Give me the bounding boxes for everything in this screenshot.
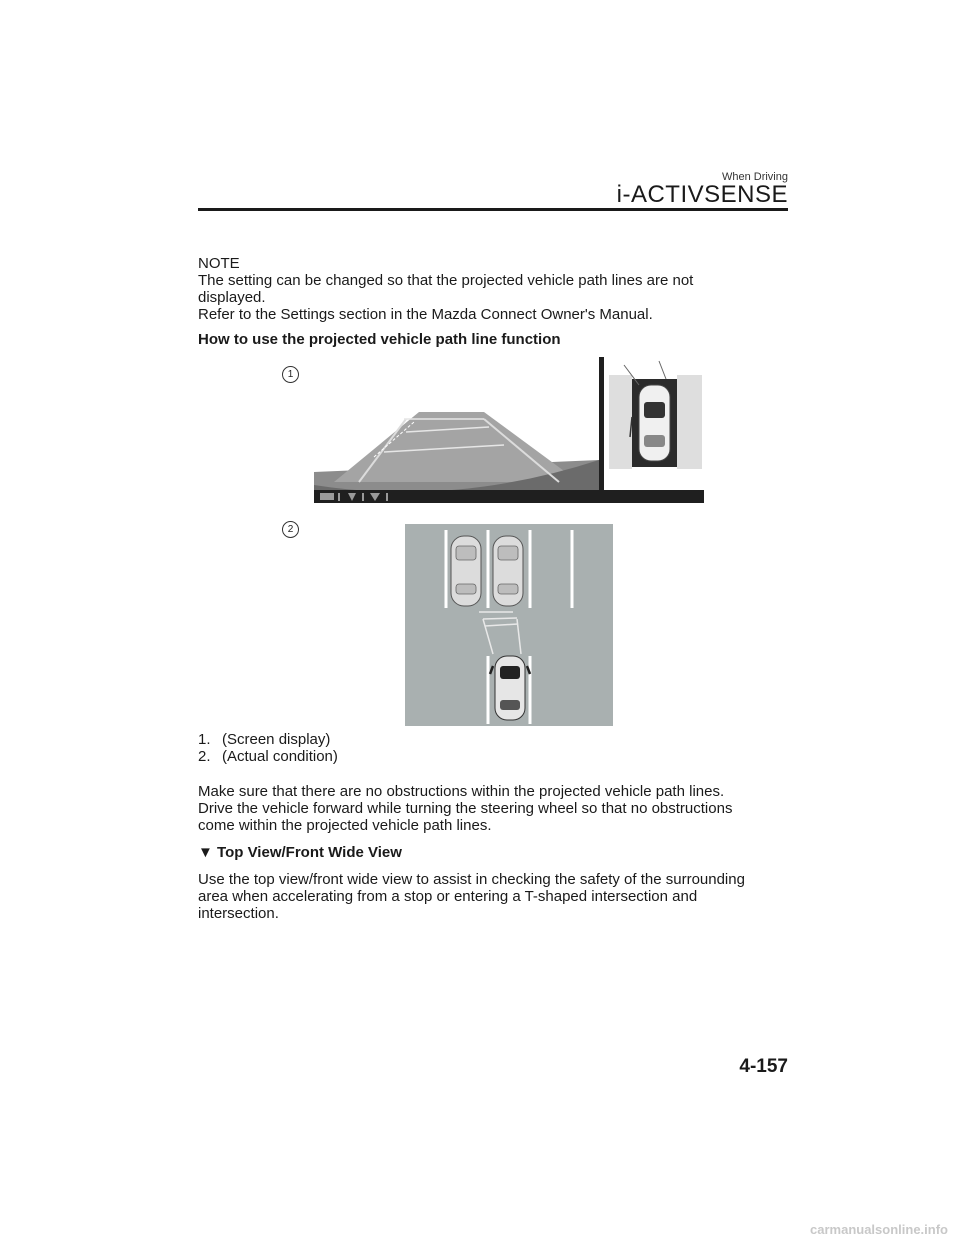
note-line: displayed. <box>198 289 266 306</box>
paragraph-line: Make sure that there are no obstructions within the projected vehicle path lines. <box>198 783 725 800</box>
note-line: Refer to the Settings section in the Mazda Connect Owner's Manual. <box>198 306 653 323</box>
note-text <box>198 272 788 323</box>
page-number: 4-157 <box>739 1056 788 1077</box>
parked-car-right <box>493 536 523 606</box>
section-heading <box>198 844 402 861</box>
paragraph-top-view <box>198 871 788 922</box>
screen-display-illustration <box>314 357 704 503</box>
parked-car-left <box>451 536 481 606</box>
header-section: When Driving <box>721 171 788 183</box>
top-view-panel <box>604 357 704 490</box>
section-heading-text: Top View/Front Wide View <box>217 844 402 861</box>
subheading: How to use the projected vehicle path line function <box>198 331 561 348</box>
caption-item: 2. (Actual condition) <box>198 748 338 765</box>
caption-item: 1. (Screen display) <box>198 731 331 748</box>
triangle-marker-icon: ▼ <box>198 844 213 861</box>
figure-callout-1: 1 <box>282 366 299 383</box>
paragraph-line: Use the top view/front wide view to assist in checking the safety of the surrounding <box>198 871 745 888</box>
figure-captions <box>198 731 338 765</box>
header-chapter: i-ACTIVSENSE <box>616 181 788 208</box>
header-rule <box>198 208 788 211</box>
paragraph-obstructions <box>198 783 788 834</box>
paragraph-line: come within the projected vehicle path lines. <box>198 817 492 834</box>
driver-car <box>490 656 530 720</box>
figure-callout-2: 2 <box>282 521 299 538</box>
front-camera-view <box>314 357 599 503</box>
paragraph-line: Drive the vehicle forward while turning the steering wheel so that no obstructions <box>198 800 733 817</box>
paragraph-line: intersection. <box>198 905 279 922</box>
note-line: The setting can be changed so that the projected vehicle path lines are not <box>198 272 694 289</box>
footer-watermark[interactable]: carmanualsonline.info <box>810 1222 948 1237</box>
note-label: NOTE <box>198 255 240 272</box>
actual-condition-illustration <box>405 524 613 726</box>
paragraph-line: area when accelerating from a stop or entering a T-shaped intersection and <box>198 888 698 905</box>
